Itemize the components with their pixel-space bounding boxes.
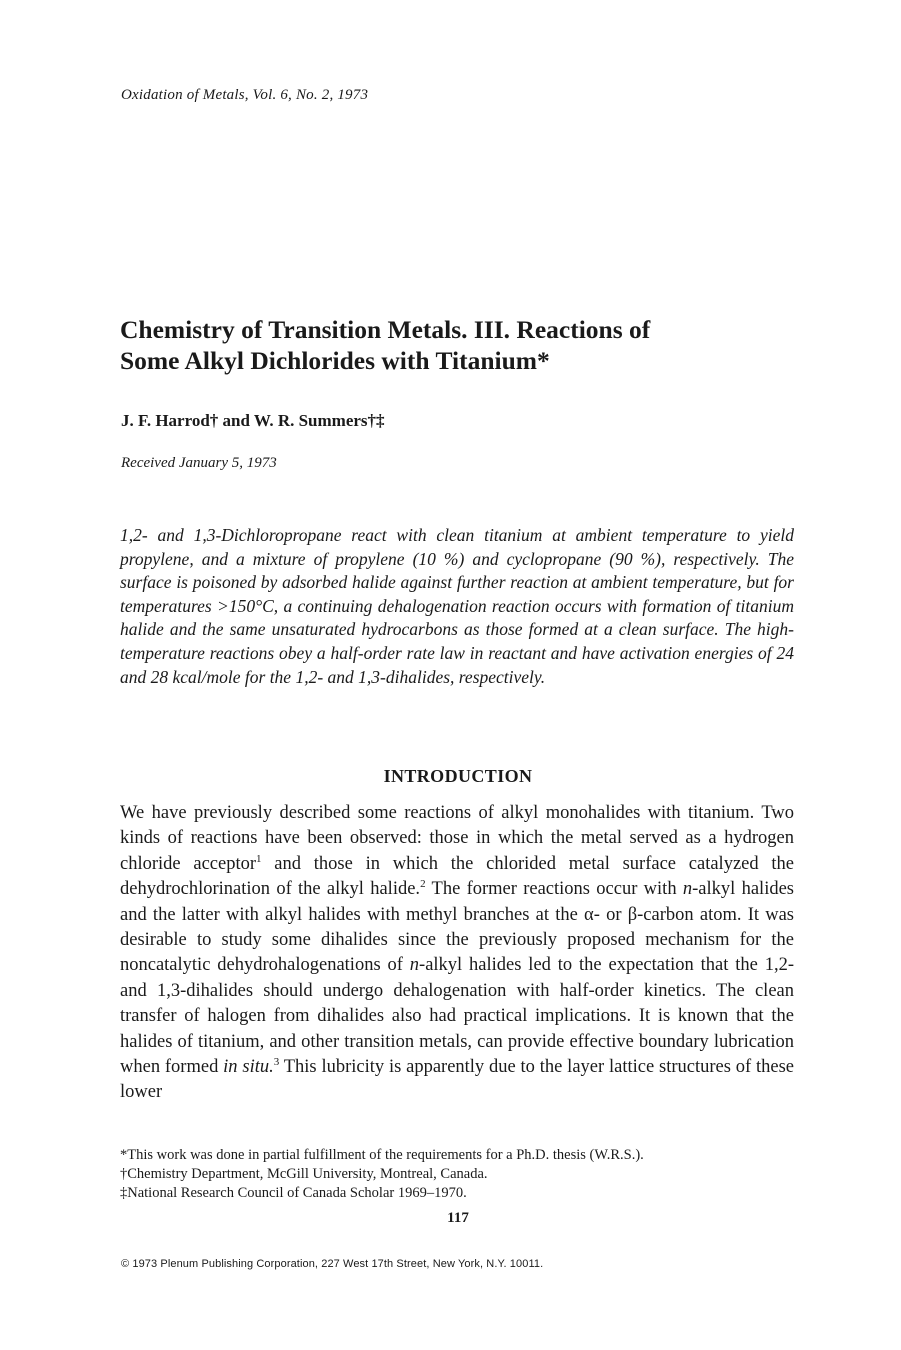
- intro-text-1: We have previously described some reactions of alkyl monohalides with titanium. Two kinds of reactions have been observed: those in which the metal served as a hydrogen chloride acceptor: [120, 803, 794, 874]
- italic-in-situ: in situ.: [223, 1057, 274, 1078]
- footnote-scholarship: ‡National Research Council of Canada Scholar 1969–1970.: [120, 1185, 467, 1201]
- abstract: 1,2- and 1,3-Dichloropropane react with clean titanium at ambient temperature to yield propylene, and a mixture of propylene (10 %) and cyclopropane (90 %), respectively. The surface is poisoned by adsorbed halide against further reaction at ambient temperature, but for temperatures >150°C, a continuing dehalogenation reaction occurs with formation of titanium halide and the same unsaturated hydrocarbons as those formed at a clean surface. The high-temperature reactions obey a half-order rate law in reactant and have activation energies of 24 and 28 kcal/mole for the 1,2- and 1,3-dihalides, respectively.: [120, 525, 794, 687]
- footnote-thesis: *This work was done in partial fulfillment of the requirements for a Ph.D. thesis (W.R.S.).: [120, 1147, 644, 1163]
- section-heading-introduction: INTRODUCTION: [383, 766, 533, 786]
- footnote-affiliation: †Chemistry Department, McGill University, Montreal, Canada.: [120, 1166, 488, 1182]
- article-title: [120, 314, 800, 376]
- reference-3: 3: [273, 1056, 280, 1069]
- authors: J. F. Harrod† and W. R. Summers†‡: [121, 411, 385, 430]
- intro-text-4: -alkyl halides and the latter with alkyl halides with methyl branches at the α- or β-carbon atom. It was desirable to study some dihalides since the previously proposed mechanism for the noncatalytic dehydrohalogenations of: [120, 879, 794, 976]
- footnotes: [120, 1146, 800, 1203]
- journal-citation: Oxidation of Metals, Vol. 6, No. 2, 1973: [121, 87, 369, 103]
- received-date: Received January 5, 1973: [121, 455, 277, 471]
- intro-text-2: and those in which the chlorided metal surface catalyzed the dehydrochlorination of the alkyl halide.: [120, 853, 794, 900]
- intro-text-6: This lubricity is apparently due to the layer lattice structures of these lower: [120, 1057, 794, 1103]
- page-number: 117: [447, 1210, 469, 1226]
- reference-1: 1: [256, 852, 262, 865]
- italic-n-1: n: [682, 879, 693, 900]
- intro-text-3: The former reactions occur with: [425, 879, 683, 900]
- copyright-notice: © 1973 Plenum Publishing Corporation, 227 West 17th Street, New York, N.Y. 10011.: [121, 1258, 544, 1270]
- introduction-paragraph: [120, 801, 794, 1106]
- reference-2: 2: [420, 878, 426, 891]
- italic-n-2: n: [409, 955, 420, 976]
- intro-text-5: -alkyl halides led to the expectation that the 1,2- and 1,3-dihalides should undergo dehalogenation with half-order kinetics. The clean transfer of halogen from dihalides also had practical implications. It is known that the halides of titanium, and other transition metals, can provide effective boundary lubrication when formed: [120, 955, 794, 1078]
- article-title-line-2: Some Alkyl Dichlorides with Titanium*: [120, 346, 550, 375]
- article-title-line-1: Chemistry of Transition Metals. III. Reactions of: [120, 315, 651, 344]
